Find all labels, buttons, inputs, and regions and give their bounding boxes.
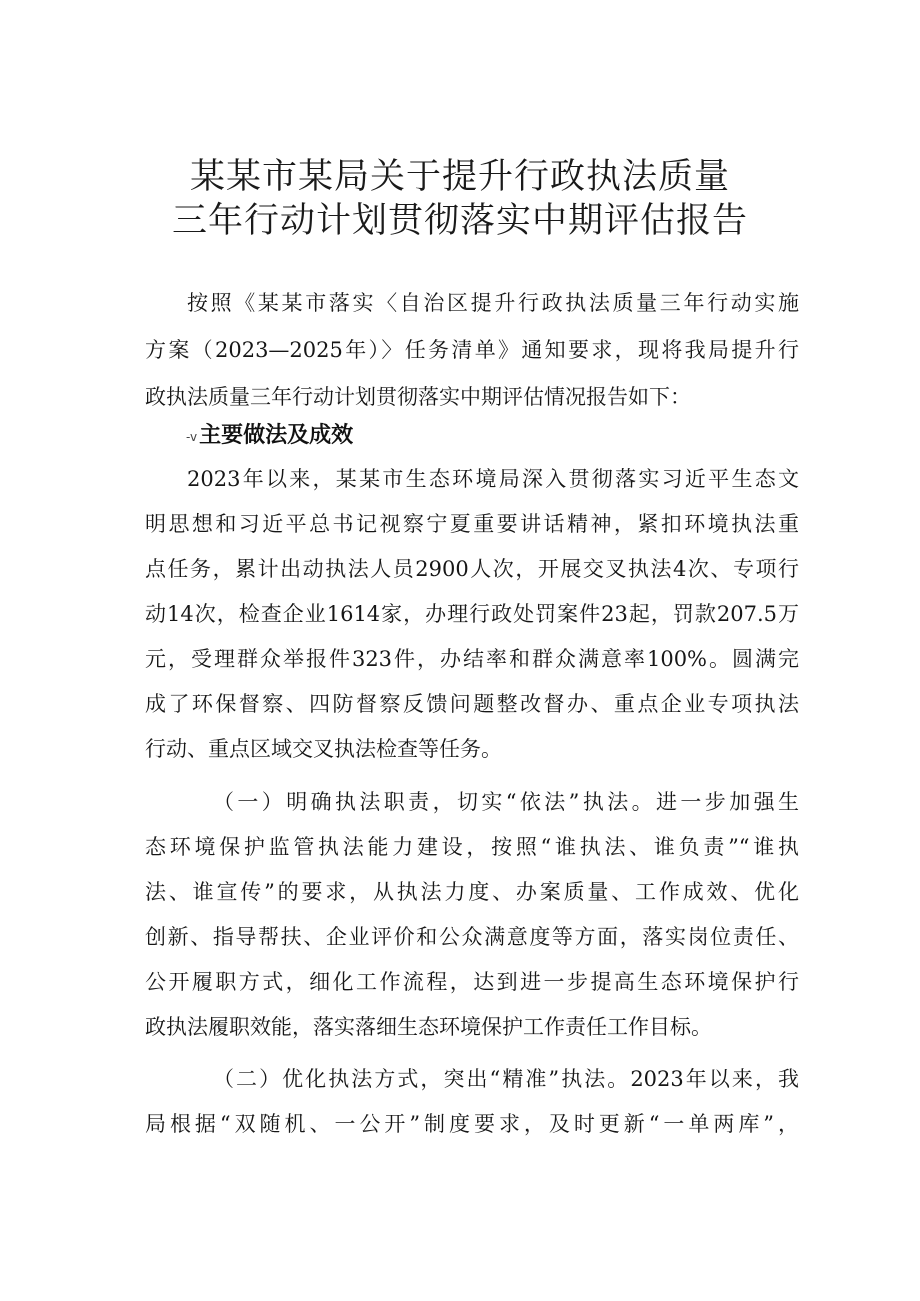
intro-line-3: 政执法质量三年行动计划贯彻落实中期评估情况报告如下：: [145, 385, 691, 409]
document-title-line-2: 三年行动计划贯彻落实中期评估报告: [171, 201, 748, 241]
section1-line-5: 元，受理群众举报件323件，办结率和群众满意率100%。圆满完: [145, 647, 799, 671]
item1-line-6: 政执法履职效能，落实落细生态环境保护工作责任工作目标。: [145, 1015, 712, 1039]
intro-line-1: 按照《某某市落实〈自治区提升行政执法质量三年行动实施: [187, 291, 799, 315]
section1-line-2: 明思想和习近平总书记视察宁夏重要讲话精神，紧扣环境执法重: [145, 512, 799, 536]
document-title-line-1: 某某市某局关于提升行政执法质量: [189, 157, 730, 197]
item1-line-5: 公开履职方式，细化工作流程，达到进一步提高生态环境保护行: [145, 970, 799, 994]
section-heading-text: 主要做法及成效: [199, 423, 354, 448]
item1-line-3: 法、谁宣传”的要求，从执法力度、办案质量、工作成效、优化: [145, 880, 799, 904]
item1-line-4: 创新、指导帮扶、企业评价和公众满意度等方面，落实岗位责任、: [145, 925, 799, 949]
intro-line-2: 方案（2023—2025年）〉任务清单》通知要求，现将我局提升行: [145, 338, 799, 362]
item2-line-1: （二）优化执法方式，突出“精准”执法。2023年以来，我: [213, 1067, 799, 1091]
section1-line-6: 成了环保督察、四防督察反馈问题整改督办、重点企业专项执法: [145, 692, 799, 716]
section-heading: [186, 421, 353, 452]
section1-line-4: 动14次，检查企业1614家，办理行政处罚案件23起，罚款207.5万: [145, 602, 799, 626]
section1-line-1: 2023年以来，某某市生态环境局深入贯彻落实习近平生态文: [187, 467, 799, 491]
item1-line-1: （一）明确执法职责，切实“依法”执法。进一步加强生: [213, 790, 799, 814]
item2-line-2: 局根据“双随机、一公开”制度要求，及时更新“一单两库”，: [145, 1112, 799, 1136]
section1-line-3: 点任务，累计出动执法人员2900人次，开展交叉执法4次、专项行: [145, 557, 799, 581]
item1-line-2: 态环境保护监管执法能力建设，按照“谁执法、谁负责”“谁执: [145, 835, 799, 859]
section-marker: -v: [186, 430, 198, 444]
section1-line-7: 行动、重点区域交叉执法检查等任务。: [145, 737, 502, 761]
